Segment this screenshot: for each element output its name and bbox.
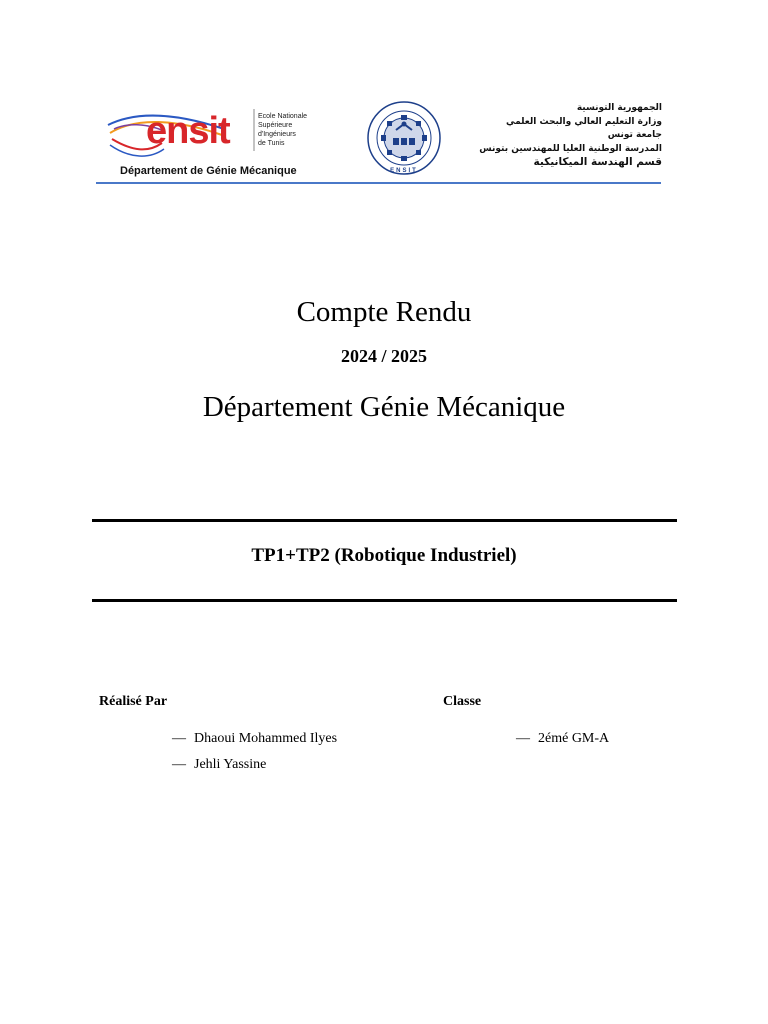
school-name-line: d'Ingénieurs xyxy=(258,131,296,138)
department-title: Département Génie Mécanique xyxy=(202,391,566,423)
school-name-line: Supérieure xyxy=(258,122,293,129)
ensit-logo xyxy=(106,103,316,181)
author-name: Jehli Yassine xyxy=(194,757,267,772)
arabic-line: وزارة التعليم العالي والبحث العلمي xyxy=(505,116,662,127)
school-name xyxy=(258,112,318,148)
school-name-line: de Tunis xyxy=(258,140,285,147)
dash-bullet: — xyxy=(172,757,186,772)
report-title: Compte Rendu xyxy=(296,296,472,328)
top-rule xyxy=(92,519,677,522)
header-divider xyxy=(96,182,661,184)
dash-bullet: — xyxy=(172,731,186,746)
department-emblem xyxy=(362,100,446,180)
author-item xyxy=(172,757,266,773)
bottom-rule xyxy=(92,599,677,602)
classe-item xyxy=(516,731,609,747)
arabic-line: قسم الهندسة الميكانيكية xyxy=(533,156,662,168)
school-name-line: Ecole Nationale xyxy=(258,113,308,120)
arabic-line: المدرسة الوطنية العليا للمهندسين بتونس xyxy=(479,143,662,154)
classe-label: Classe xyxy=(443,694,482,709)
author-name: Dhaoui Mohammed Ilyes xyxy=(194,731,338,746)
ensit-wordmark: ensit xyxy=(146,110,230,152)
author-item xyxy=(172,731,337,747)
arabic-line: جامعة تونس xyxy=(607,130,662,140)
ensit-department: Département de Génie Mécanique xyxy=(120,165,297,177)
academic-year: 2024 / 2025 xyxy=(340,346,427,366)
classe-value: 2émé GM-A xyxy=(538,731,610,746)
tp-title: TP1+TP2 (Robotique Industriel) xyxy=(251,545,517,566)
emblem-ensit-text: ENSIT xyxy=(390,168,418,174)
realise-par-label: Réalisé Par xyxy=(99,694,168,709)
dash-bullet: — xyxy=(516,731,530,746)
arabic-line: الجمهورية التونسية xyxy=(576,103,662,113)
arabic-institution-block xyxy=(479,102,662,170)
